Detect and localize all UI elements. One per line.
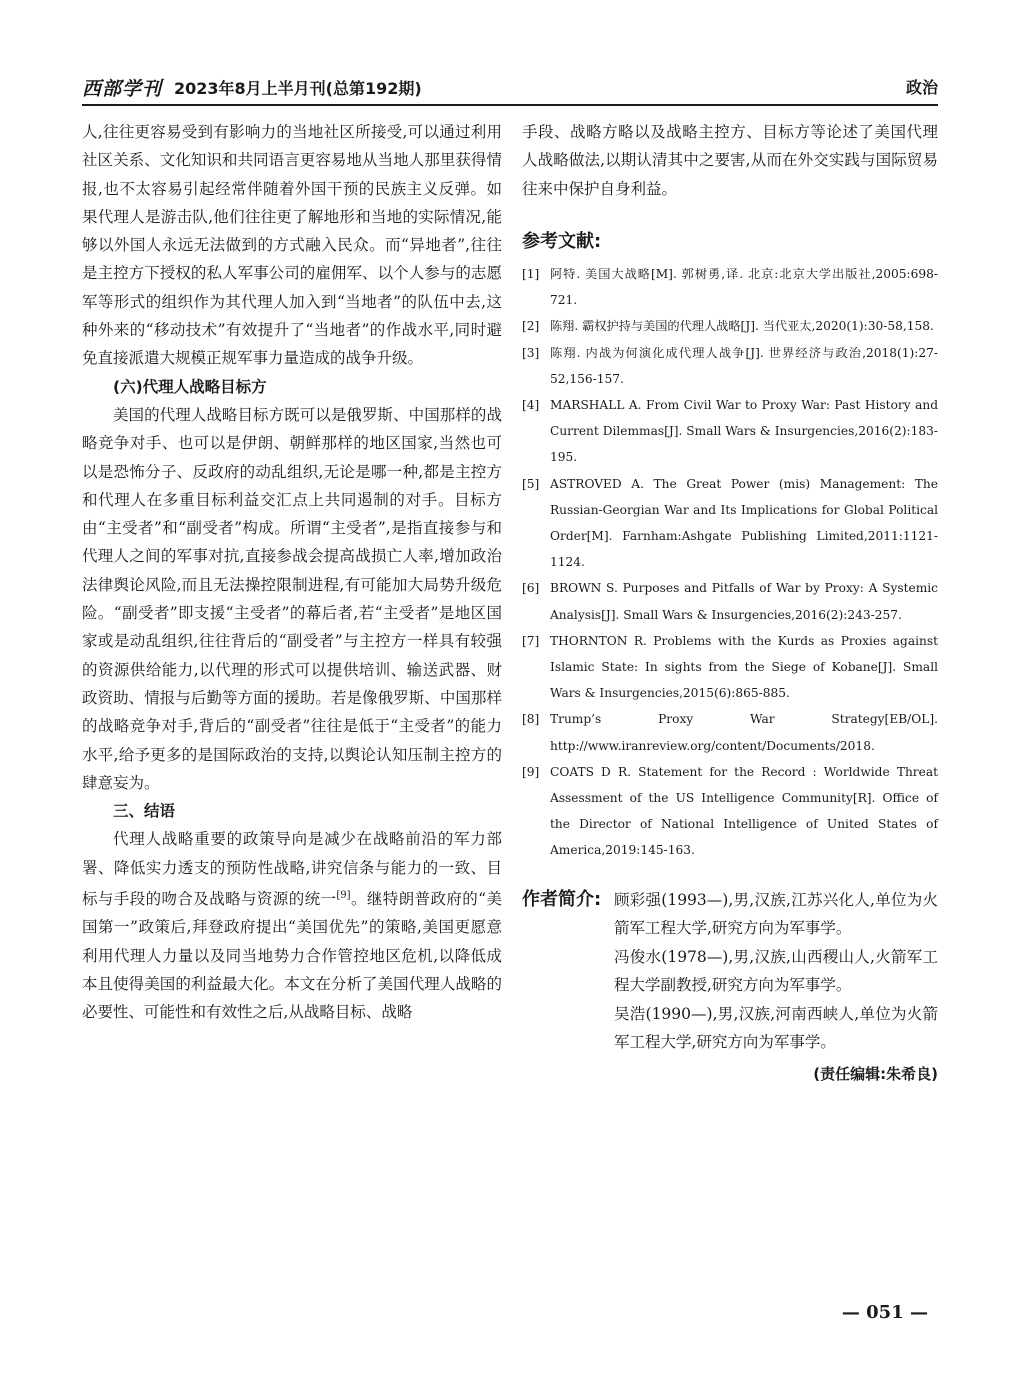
reference-item — [522, 313, 938, 339]
body-paragraph: 美国的代理人战略目标方既可以是俄罗斯、中国那样的战略竞争对手、也可以是伊朗、朝鲜那样的地区国家,当然也可以是恐怖分子、反政府的动乱组织,无论是哪一种,都是主控方和代理人在多重目标利益交汇点上共同遏制的对手。目标方由“主受者”和“副受者”构成。所谓“主受者”,是指直接参与和代理人之间的军事对抗,直接参战会提高战损亡人率,增加政治法律舆论风险,而且无法操控限制进程,有可能加大局势升级危险。“副受者”即支援“主受者”的幕后者,若“主受者”是地区国家或是动乱组织,往往背后的“副受者”与主控方一样具有较强的资源供给能力,以代理的形式可以提供培训、输送武器、财政资助、情报与后勤等方面的援助。若是像俄罗斯、中国那样的战略竞争对手,背后的“副受者”往往是低于“主受者”的能力水平,给予更多的是国际政治的支持,以舆论认知压制主控方的肆意妄为。 — [82, 405, 502, 792]
reference-item — [522, 575, 938, 627]
reference-text: ASTROVED A. The Great Power (mis) Management: The Russian-Georgian War and Its Implications for Global Political Order[M]. Farnham:Ashgate Publishing Limited,2011:1121-1124. — [550, 476, 938, 570]
left-column — [82, 118, 502, 1027]
author-entry: 冯俊水(1978—),男,汉族,山西稷山人,火箭军工程大学副教授,研究方向为军事学。 — [614, 947, 938, 995]
journal-issue: 2023年8月上半月刊(总第192期) — [174, 79, 422, 98]
reference-text: BROWN S. Purposes and Pitfalls of War by Proxy: A Systemic Analysis[J]. Small Wars & Insurgencies,2016(2):243-257. — [550, 581, 938, 622]
subheading-conclusion: 三、结语 — [113, 802, 176, 821]
reference-number: [6] — [522, 581, 540, 596]
subheading-target: (六)代理人战略目标方 — [113, 377, 267, 396]
author-entries — [614, 886, 938, 1057]
right-column — [522, 118, 938, 1087]
reference-text: 陈翔. 内战为何演化成代理人战争[J]. 世界经济与政治,2018(1):27-52,156-157. — [550, 345, 938, 386]
reference-text: 陈翔. 霸权护持与美国的代理人战略[J]. 当代亚太,2020(1):30-58,158. — [550, 319, 934, 334]
reference-item — [522, 340, 938, 392]
reference-item — [522, 392, 938, 471]
author-label: 作者简介: — [522, 888, 602, 910]
reference-item — [522, 261, 938, 313]
reference-number: [8] — [522, 712, 540, 727]
reference-text: 阿特. 美国大战略[M]. 郭树勇,译. 北京:北京大学出版社,2005:698-721. — [550, 266, 938, 308]
reference-number: [2] — [522, 319, 540, 334]
journal-logo: 西部学刊 — [82, 78, 163, 100]
responsible-editor: (责任编辑:朱希良) — [813, 1064, 938, 1083]
reference-number: [5] — [522, 476, 540, 491]
body-paragraph — [82, 825, 502, 1026]
reference-number: [9] — [522, 764, 540, 779]
page-header — [82, 70, 938, 106]
reference-number: [4] — [522, 397, 540, 412]
reference-text: Trump’s Proxy War Strategy[EB/OL]. http://www.iranreview.org/content/Documents/2018. — [550, 712, 938, 753]
paragraph-text: 代理人战略重要的政策导向是减少在战略前沿的军力部署、降低实力透支的预防性战略,讲究信条与能力的一致、目标与手段的吻合及战略与资源的统一 — [82, 830, 502, 909]
reference-number: [3] — [522, 345, 540, 360]
page-number: — 051 — — [841, 1302, 928, 1323]
body-paragraph: 人,往往更容易受到有影响力的当地社区所接受,可以通过利用社区关系、文化知识和共同语言更容易地从当地人那里获得情报,也不太容易引起经常伴随着外国干预的民族主义反弹。如果代理人是游击队,他们往往更了解地形和当地的实际情况,能够以外国人永远无法做到的方式融入民众。而“异地者”,往往是主控方下授权的私人军事公司的雇佣军、以个人参与的志愿军等形式的组织作为其代理人加入到“当地者”的队伍中去,这种外来的“移动技术”有效提升了“当地者”的作战水平,同时避免直接派遣大规模正规军事力量造成的战争升级。 — [82, 123, 502, 368]
references-title: 参考文献: — [522, 230, 602, 252]
reference-item — [522, 471, 938, 576]
reference-number: [1] — [522, 266, 540, 281]
reference-item — [522, 759, 938, 864]
reference-text: COATS D R. Statement for the Record : Worldwide Threat Assessment of the US Intelligence Community[R]. Office of the Director of National Intelligence of United States of America,2019:145-163. — [550, 764, 938, 858]
paragraph-text: 。继特朗普政府的“美国第一”政策后,拜登政府提出“美国优先”的策略,美国更愿意利用代理人力量以及同当地势力合作管控地区危机,以降低成本且使得美国的利益最大化。本文在分析了美国代理人战略的必要性、可能性和有效性之后,从战略目标、战略 — [82, 890, 502, 1022]
reference-item — [522, 628, 938, 707]
reference-text: MARSHALL A. From Civil War to Proxy War: Past History and Current Dilemmas[J]. Small Wars & Insurgencies,2016(2):183-195. — [550, 397, 938, 465]
reference-list — [522, 261, 938, 864]
author-info — [522, 886, 938, 1057]
reference-number: [7] — [522, 633, 540, 648]
body-paragraph: 手段、战略方略以及战略主控方、目标方等论述了美国代理人战略做法,以期认清其中之要害,从而在外交实践与国际贸易往来中保护自身利益。 — [522, 123, 938, 198]
author-entry: 顾彩强(1993—),男,汉族,江苏兴化人,单位为火箭军工程大学,研究方向为军事学。 — [614, 890, 938, 938]
author-entry: 吴浩(1990—),男,汉族,河南西峡人,单位为火箭军工程大学,研究方向为军事学。 — [614, 1004, 938, 1052]
citation-ref: [9] — [336, 890, 351, 902]
reference-item — [522, 706, 938, 758]
section-name: 政治 — [905, 78, 938, 97]
reference-text: THORNTON R. Problems with the Kurds as Proxies against Islamic State: In sights from the Siege of Kobane[J]. Small Wars & Insurgencies,2015(6):865-885. — [550, 633, 938, 701]
